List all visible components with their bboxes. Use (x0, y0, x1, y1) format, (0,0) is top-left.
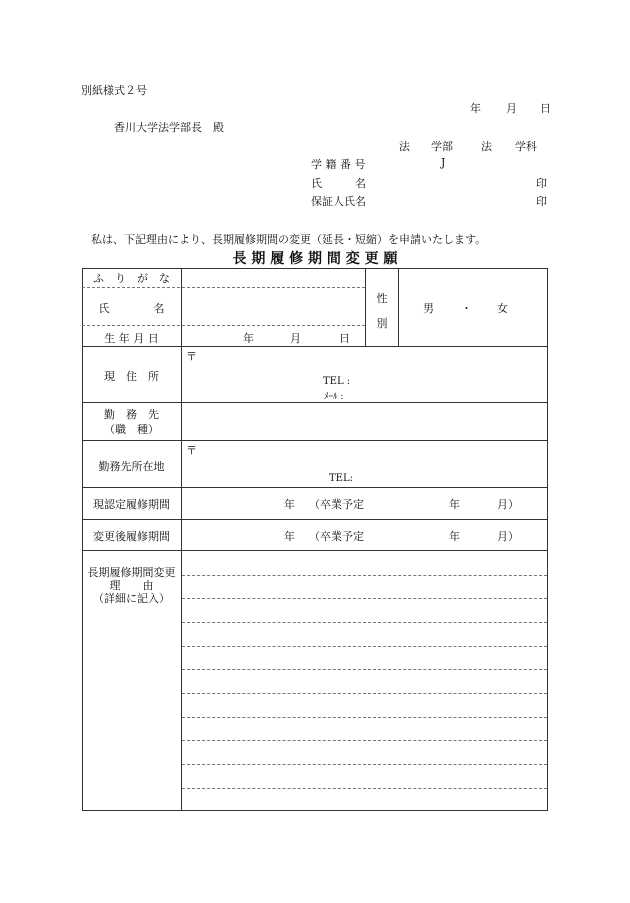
gender-label-top: 性 (376, 292, 388, 305)
reason-sub-label: 理 由 (109, 579, 154, 592)
work-address-label: 勤務先所在地 (98, 460, 165, 473)
work-address-field[interactable] (182, 441, 547, 487)
date-year: 年 (470, 102, 481, 115)
furigana-label: ふ り が な (93, 272, 170, 285)
tel-label: TEL : (323, 376, 351, 387)
name-label: 氏 名 (98, 302, 165, 315)
birth-month-unit: 月 (290, 332, 301, 345)
address-label: 現 住 所 (104, 370, 159, 383)
gender-field (399, 269, 547, 346)
addressee: 香川大学法学部長 殿 (114, 121, 224, 134)
workplace-field[interactable] (182, 403, 547, 440)
current-year-unit: 年 (284, 498, 295, 511)
student-id-prefix: J (441, 156, 446, 169)
new-period-label: 変更後履修期間 (93, 530, 170, 543)
occupation-label: （職 種） (104, 423, 159, 436)
postal-mark: 〒 (186, 350, 197, 363)
birth-year-unit: 年 (243, 332, 254, 345)
page-title: 長 期 履 修 期 間 変 更 願 (232, 251, 398, 267)
current-grad-month-unit: 月） (497, 498, 519, 511)
current-period-label: 現認定履修期間 (93, 498, 170, 511)
new-period-field[interactable] (182, 520, 547, 550)
birth-day-unit: 日 (339, 332, 350, 345)
current-grad-year-unit: 年 (449, 498, 460, 511)
birth-date-label: 生 年 月 日 (104, 332, 159, 345)
date-month: 月 (506, 102, 517, 115)
dept-label: 学科 (515, 140, 537, 153)
current-graduation-label: （卒業予定 (309, 498, 364, 511)
new-grad-year-unit: 年 (449, 530, 460, 543)
faculty-label: 学部 (431, 140, 453, 153)
new-grad-month-unit: 月） (497, 530, 519, 543)
new-graduation-label: （卒業予定 (309, 530, 364, 543)
reason-detail-note: （詳細に記入） (93, 592, 170, 605)
work-tel-label: TEL: (329, 473, 353, 484)
furigana-field[interactable] (182, 269, 365, 286)
new-year-unit: 年 (284, 530, 295, 543)
seal-mark-guarantor: 印 (536, 195, 547, 208)
current-period-field[interactable] (182, 488, 547, 519)
seal-mark-student: 印 (536, 177, 547, 190)
form-number: 別紙様式２号 (81, 84, 147, 97)
address-field[interactable] (182, 347, 547, 402)
date-day: 日 (540, 102, 551, 115)
reason-label: 長期履修期間変更 (87, 566, 176, 579)
statement: 私は、下記理由により、長期履修期間の変更（延長・短縮）を申請いたします。 (91, 233, 487, 246)
workplace-label: 勤 務 先 (104, 408, 159, 421)
faculty-prefix: 法 (399, 140, 410, 153)
postal-mark: 〒 (186, 444, 197, 457)
birth-date-field[interactable] (182, 326, 365, 345)
reason-field[interactable] (182, 551, 547, 810)
gender-male-option[interactable]: 男 (423, 302, 434, 315)
dept-prefix: 法 (481, 140, 492, 153)
gender-label-bottom: 別 (376, 317, 388, 330)
name-field[interactable] (182, 289, 365, 324)
gender-separator: ・ (461, 302, 472, 315)
guarantor-label: 保証人氏名 (311, 195, 366, 208)
student-name-label: 氏 名 (311, 177, 366, 190)
gender-female-option[interactable]: 女 (497, 302, 508, 315)
student-id-label: 学 籍 番 号 (311, 158, 366, 171)
mail-label: ﾒｰﾙ : (324, 392, 344, 402)
